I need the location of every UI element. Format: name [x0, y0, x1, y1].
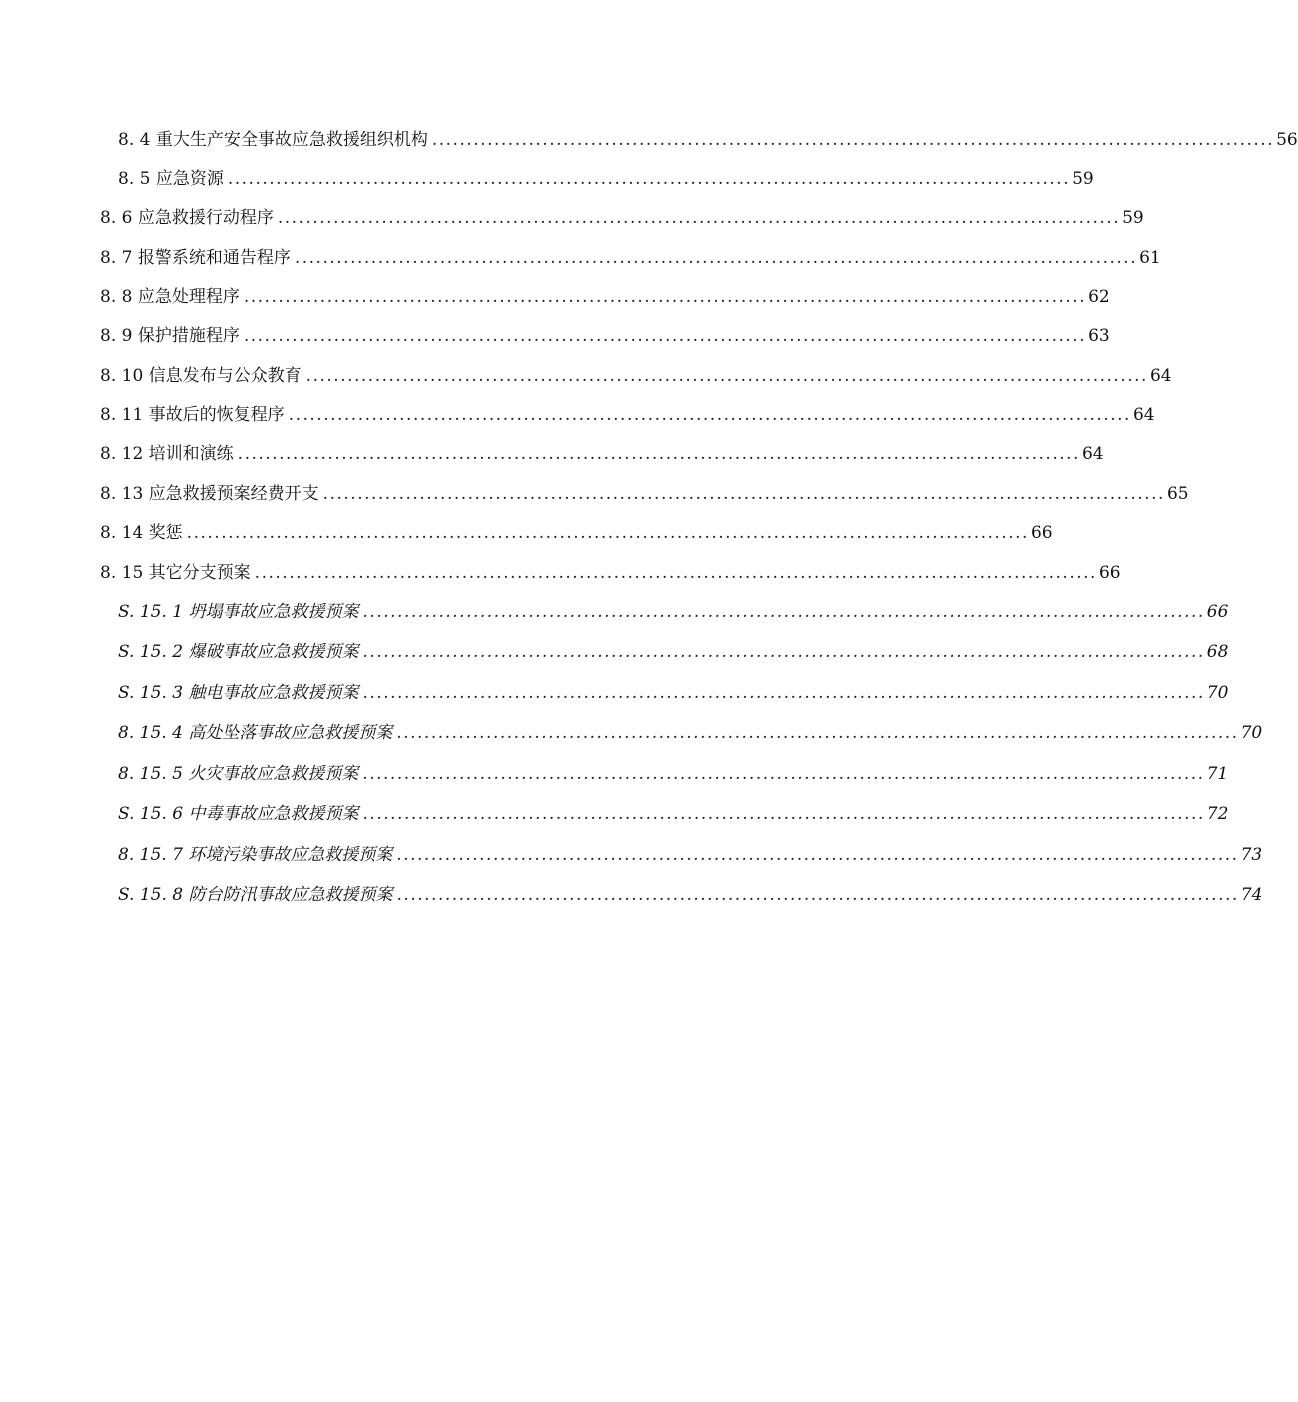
- toc-entry[interactable]: [100, 482, 1189, 506]
- toc-entry-label: 8. 6 应急救援行动程序: [100, 208, 274, 228]
- toc-dot-leader: ..........................................................................................................................: [237, 444, 1080, 464]
- toc-dot-leader: ..........................................................................................................................: [362, 642, 1205, 662]
- toc-dot-leader: ..........................................................................................................................: [186, 523, 1029, 543]
- toc-entry-label: 8. 14 奖惩: [100, 523, 183, 543]
- toc-entry-page: 63: [1088, 326, 1110, 346]
- toc-entry-label: 8. 10 信息发布与公众教育: [100, 366, 302, 386]
- toc-entry-label: 8. 9 保护措施程序: [100, 326, 240, 346]
- toc-entry[interactable]: [118, 843, 1263, 867]
- toc-entry[interactable]: [118, 167, 1094, 191]
- toc-entry-label: 8. 13 应急救援预案经费开支: [100, 484, 319, 504]
- toc-dot-leader: ..........................................................................................................................: [305, 366, 1148, 386]
- toc-entry-label: 8. 15 其它分支预案: [100, 563, 251, 583]
- toc-entry-label: 8. 12 培训和演练: [100, 444, 234, 464]
- toc-entry-page: 72: [1206, 804, 1229, 824]
- toc-entry-label: 8. 11 事故后的恢复程序: [100, 405, 285, 425]
- toc-entry-page: 64: [1081, 444, 1104, 464]
- toc-dot-leader: ..........................................................................................................................: [322, 484, 1165, 504]
- toc-entry-page: 64: [1132, 405, 1155, 425]
- toc-dot-leader: ..........................................................................................................................: [362, 804, 1205, 824]
- toc-entry-page: 71: [1206, 764, 1229, 784]
- toc-dot-leader: ..........................................................................................................................: [243, 326, 1087, 346]
- toc-entry-page: 68: [1206, 642, 1229, 662]
- toc-entry-label: 8. 5 应急资源: [118, 169, 224, 189]
- toc-entry-label: 8. 7 报警系统和通告程序: [100, 248, 291, 268]
- toc-entry[interactable]: [100, 561, 1121, 585]
- toc-entry-label: 8. 15. 7 环境污染事故应急救援预案: [118, 845, 393, 865]
- toc-entry-page: 70: [1206, 683, 1229, 703]
- toc-dot-leader: ..........................................................................................................................: [243, 287, 1087, 307]
- toc-entry[interactable]: [118, 640, 1229, 664]
- toc-entry-label: S. 15. 1 坍塌事故应急救援预案: [118, 602, 359, 622]
- toc-dot-leader: ..........................................................................................................................: [362, 683, 1205, 703]
- toc-entry-page: 73: [1240, 845, 1263, 865]
- toc-entry-page: 66: [1098, 563, 1121, 583]
- toc-entry-label: 8. 8 应急处理程序: [100, 287, 240, 307]
- toc-entry-page: 64: [1149, 366, 1172, 386]
- toc-entry-label: S. 15. 3 触电事故应急救援预案: [118, 683, 359, 703]
- toc-dot-leader: ..........................................................................................................................: [362, 764, 1205, 784]
- toc-entry-label: 8. 4 重大生产安全事故应急救援组织机构: [118, 130, 428, 150]
- toc-entry-page: 56: [1276, 130, 1298, 150]
- toc-entry[interactable]: [118, 128, 1298, 152]
- toc-entry[interactable]: [118, 721, 1263, 745]
- toc-entry[interactable]: [100, 521, 1053, 545]
- toc-entry[interactable]: [118, 802, 1229, 826]
- toc-entry[interactable]: [100, 364, 1172, 388]
- toc-dot-leader: ..........................................................................................................................: [277, 208, 1121, 228]
- toc-dot-leader: ..........................................................................................................................: [288, 405, 1131, 425]
- toc-entry-page: 61: [1139, 248, 1161, 268]
- toc-entry-label: S. 15. 2 爆破事故应急救援预案: [118, 642, 359, 662]
- toc-dot-leader: ..........................................................................................................................: [294, 248, 1138, 268]
- toc-entry[interactable]: [100, 442, 1104, 466]
- toc-entry-label: 8. 15. 4 高处坠落事故应急救援预案: [118, 723, 393, 743]
- toc-entry[interactable]: [100, 285, 1110, 309]
- toc-entry-label: S. 15. 8 防台防汛事故应急救援预案: [118, 885, 393, 905]
- toc-entry[interactable]: [118, 681, 1229, 705]
- toc-entry-page: 66: [1206, 602, 1229, 622]
- toc-dot-leader: ..........................................................................................................................: [227, 169, 1071, 189]
- toc-dot-leader: ..........................................................................................................................: [396, 845, 1239, 865]
- toc-entry-page: 59: [1122, 208, 1144, 228]
- toc-entry-page: 70: [1240, 723, 1263, 743]
- toc-entry-page: 65: [1166, 484, 1189, 504]
- toc-entry-label: 8. 15. 5 火灾事故应急救援预案: [118, 764, 359, 784]
- toc-entry-page: 62: [1088, 287, 1110, 307]
- toc-entry[interactable]: [100, 403, 1155, 427]
- toc-entry-page: 59: [1072, 169, 1094, 189]
- toc-entry[interactable]: [118, 762, 1229, 786]
- toc-entry-label: S. 15. 6 中毒事故应急救援预案: [118, 804, 359, 824]
- toc-entry-page: 66: [1030, 523, 1053, 543]
- toc-dot-leader: ..........................................................................................................................: [396, 723, 1239, 743]
- toc-entry[interactable]: [118, 600, 1229, 624]
- toc-dot-leader: ..........................................................................................................................: [362, 602, 1205, 622]
- toc-entry[interactable]: [100, 206, 1144, 230]
- toc-entry[interactable]: [100, 324, 1110, 348]
- toc-dot-leader: ..........................................................................................................................: [254, 563, 1097, 583]
- toc-entry[interactable]: [118, 883, 1263, 907]
- toc-dot-leader: ..........................................................................................................................: [431, 130, 1275, 150]
- toc-dot-leader: ..........................................................................................................................: [396, 885, 1239, 905]
- toc-entry[interactable]: [100, 246, 1161, 270]
- toc-entry-page: 74: [1240, 885, 1263, 905]
